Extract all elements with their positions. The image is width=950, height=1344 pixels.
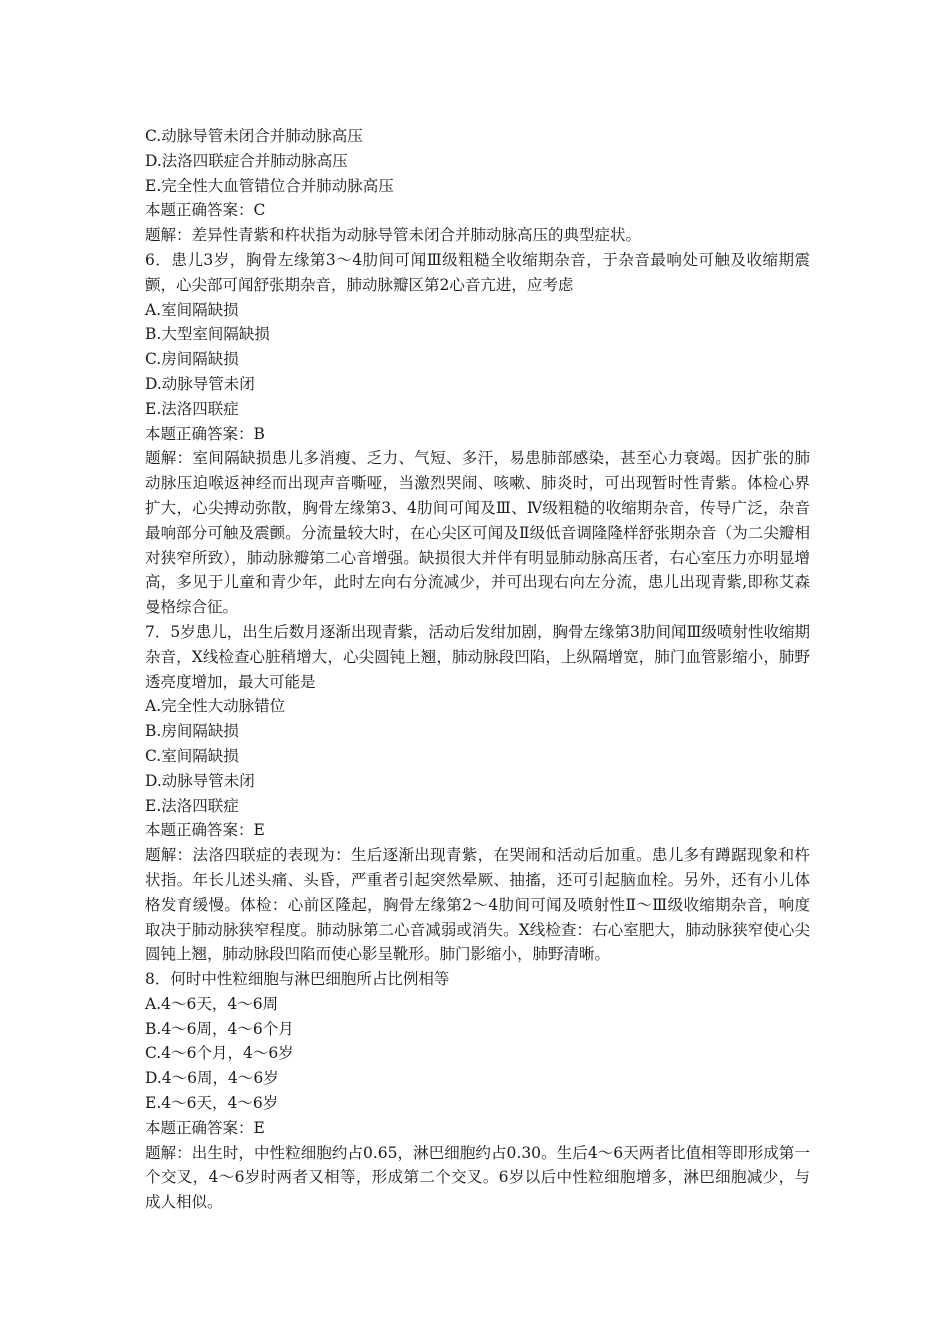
option-c: C.房间隔缺损 — [145, 350, 239, 369]
document-page — [145, 124, 810, 1215]
option-b: B.4～6周，4～6个月 — [145, 1019, 294, 1038]
option-d: D.4～6周，4～6岁 — [145, 1069, 279, 1088]
question-stem: 8．何时中性粒细胞与淋巴细胞所占比例相等 — [145, 970, 450, 989]
question-stem: 6．患儿3岁，胸骨左缘第3～4肋间可闻Ⅲ级粗糙全收缩期杂音，于杂音最响处可触及收缩期震颤，心尖部可闻舒张期杂音，肺动脉瓣区第2心音亢进，应考虑 — [145, 250, 810, 294]
correct-answer: 本题正确答案：C — [145, 201, 266, 220]
option-e: E.完全性大血管错位合并肺动脉高压 — [145, 176, 394, 195]
option-b: B.房间隔缺损 — [145, 722, 239, 741]
question-7 — [145, 620, 810, 967]
option-d: D.动脉导管未闭 — [145, 771, 255, 790]
option-d: D.法洛四联症合并肺动脉高压 — [145, 151, 348, 170]
option-c: C.4～6个月，4～6岁 — [145, 1044, 294, 1063]
question-8 — [145, 967, 810, 1215]
question-6 — [145, 248, 810, 620]
correct-answer: 本题正确答案：B — [145, 424, 265, 443]
explanation: 题解：法洛四联症的表现为：生后逐渐出现青紫，在哭闹和活动后加重。患儿多有蹲踞现象和杵状指。年长儿述头痛、头昏，严重者引起突然晕厥、抽搐，还可引起脑血栓。另外，还有小儿体格发育缓慢。体检：心前区隆起，胸骨左缘第2～4肋间可闻及喷射性Ⅱ～Ⅲ级收缩期杂音，响度取决于肺动脉狭窄程度。肺动脉第二心音减弱或消失。X线检查：右心室肥大，肺动脉狭窄使心尖圆钝上翘，肺动脉段凹陷而使心影呈靴形。肺门影缩小，肺野清晰。 — [145, 846, 810, 964]
question-5-tail — [145, 124, 810, 248]
option-e: E.法洛四联症 — [145, 796, 239, 815]
option-e: E.4～6天，4～6岁 — [145, 1094, 279, 1113]
question-stem: 7．5岁患儿，出生后数月逐渐出现青紫，活动后发绀加剧，胸骨左缘第3肋间闻Ⅲ级喷射性收缩期杂音，X线检查心脏稍增大，心尖圆钝上翘，肺动脉段凹陷，上纵隔增宽，肺门血管影缩小，肺野透亮度增加，最大可能是 — [145, 622, 810, 691]
option-c: C.室间隔缺损 — [145, 746, 239, 765]
explanation: 题解：出生时，中性粒细胞约占0.65，淋巴细胞约占0.30。生后4～6天两者比值相等即形成第一个交叉，4～6岁时两者又相等，形成第二个交叉。6岁以后中性粒细胞增多，淋巴细胞减少，与成人相似。 — [145, 1143, 810, 1212]
explanation: 题解：差异性青紫和杵状指为动脉导管未闭合并肺动脉高压的典型症状。 — [145, 226, 642, 245]
option-c: C.动脉导管未闭合并肺动脉高压 — [145, 127, 363, 145]
option-d: D.动脉导管未闭 — [145, 374, 255, 393]
correct-answer: 本题正确答案：E — [145, 821, 265, 840]
option-e: E.法洛四联症 — [145, 399, 239, 418]
correct-answer: 本题正确答案：E — [145, 1118, 265, 1137]
explanation: 题解：室间隔缺损患儿多消瘦、乏力、气短、多汗，易患肺部感染，甚至心力衰竭。因扩张的肺动脉压迫喉返神经而出现声音嘶哑，当激烈哭闹、咳嗽、肺炎时，可出现暂时性青紫。体检心界扩大，心尖搏动弥散，胸骨左缘第3、4肋间可闻及Ⅲ、Ⅳ级粗糙的收缩期杂音，传导广泛，杂音最响部分可触及震颤。分流量较大时，在心尖区可闻及Ⅱ级低音调隆隆样舒张期杂音（为二尖瓣相对狭窄所致），肺动脉瓣第二心音增强。缺损很大并伴有明显肺动脉高压者，右心室压力亦明显增高，多见于儿童和青少年，此时左向右分流减少，并可出现右向左分流，患儿出现青紫,即称艾森曼格综合征。 — [145, 449, 810, 617]
option-a: A.室间隔缺损 — [145, 300, 239, 319]
option-b: B.大型室间隔缺损 — [145, 325, 270, 344]
option-a: A.4～6天，4～6周 — [145, 994, 279, 1013]
option-a: A.完全性大动脉错位 — [145, 697, 286, 716]
